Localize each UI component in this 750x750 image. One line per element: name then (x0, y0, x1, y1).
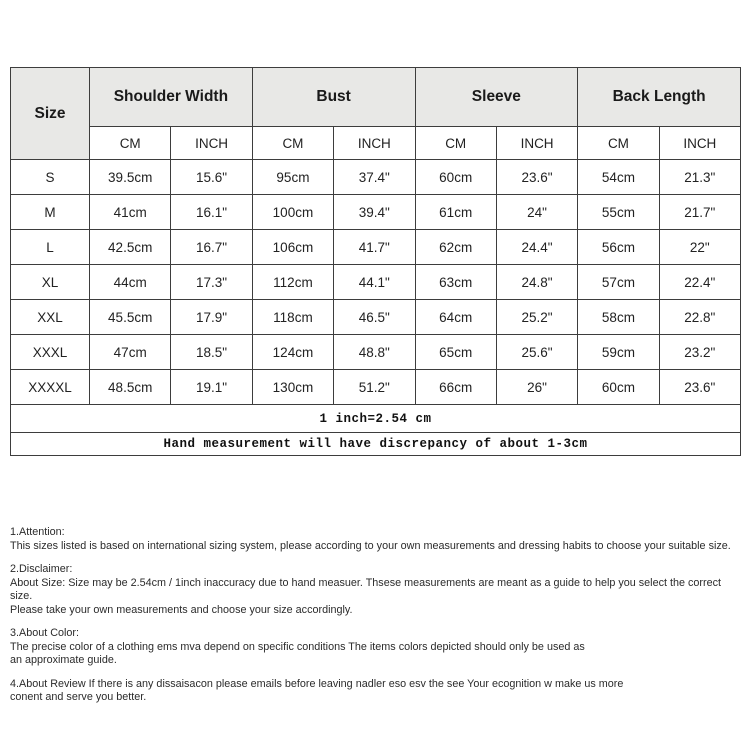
column-group-header: Sleeve (415, 68, 578, 127)
measurement-cell: 25.2" (496, 300, 577, 335)
measurement-cell: 39.4" (334, 195, 415, 230)
column-group-header: Back Length (578, 68, 741, 127)
measurement-cell: 21.7" (659, 195, 740, 230)
table-row (11, 265, 741, 300)
measurement-cell: 55cm (578, 195, 659, 230)
table-row (11, 195, 741, 230)
measurement-cell: 112cm (252, 265, 333, 300)
measurement-cell: 22.8" (659, 300, 740, 335)
footnote-row (11, 433, 741, 456)
group-header-row (11, 68, 741, 127)
units-header-row (11, 127, 741, 160)
measurement-cell: 46.5" (334, 300, 415, 335)
note-title: 3.About Color: (10, 627, 80, 639)
note-line: The precise color of a clothing ems mva depend on specific conditions The items colors depicted should only be used as (10, 640, 585, 653)
footnote-row (11, 405, 741, 433)
measurement-cell: 106cm (252, 230, 333, 265)
measurement-cell: 22.4" (659, 265, 740, 300)
unit-header: CM (415, 127, 496, 160)
measurement-cell: 44cm (90, 265, 171, 300)
measurement-cell: 100cm (252, 195, 333, 230)
unit-header: INCH (659, 127, 740, 160)
table-row (11, 300, 741, 335)
measurement-cell: 37.4" (334, 160, 415, 195)
measurement-cell: 64cm (415, 300, 496, 335)
size-cell: M (11, 195, 90, 230)
measurement-cell: 58cm (578, 300, 659, 335)
unit-header: CM (578, 127, 659, 160)
measurement-cell: 17.9" (171, 300, 252, 335)
measurement-cell: 22" (659, 230, 740, 265)
table-row (11, 335, 741, 370)
measurement-cell: 19.1" (171, 370, 252, 405)
measurement-cell: 95cm (252, 160, 333, 195)
note-title: 1.Attention: (10, 526, 65, 538)
measurement-cell: 25.6" (496, 335, 577, 370)
measurement-cell: 16.7" (171, 230, 252, 265)
column-group-header: Shoulder Width (90, 68, 253, 127)
unit-header: INCH (496, 127, 577, 160)
measurement-cell: 23.2" (659, 335, 740, 370)
size-rows-body (11, 160, 741, 405)
measurement-cell: 48.8" (334, 335, 415, 370)
measurement-cell: 42.5cm (90, 230, 171, 265)
measurement-cell: 15.6" (171, 160, 252, 195)
table-row (11, 370, 741, 405)
measurement-cell: 51.2" (334, 370, 415, 405)
size-cell: XL (11, 265, 90, 300)
measurement-cell: 24.8" (496, 265, 577, 300)
measurement-cell: 45.5cm (90, 300, 171, 335)
unit-header: CM (252, 127, 333, 160)
measurement-cell: 61cm (415, 195, 496, 230)
measurement-cell: 24" (496, 195, 577, 230)
measurement-cell: 41cm (90, 195, 171, 230)
size-cell: S (11, 160, 90, 195)
table-row (11, 230, 741, 265)
footnote-inch-conversion: 1 inch=2.54 cm (11, 405, 741, 433)
size-cell: XXXXL (11, 370, 90, 405)
note-paragraph (10, 563, 744, 617)
size-chart-table (10, 67, 741, 456)
measurement-cell: 16.1" (171, 195, 252, 230)
measurement-cell: 54cm (578, 160, 659, 195)
measurement-cell: 24.4" (496, 230, 577, 265)
note-line: 4.About Review If there is any dissaisacon please emails before leaving nadler eso esv the see Your ecognition w make us more (10, 677, 624, 690)
unit-header: CM (90, 127, 171, 160)
measurement-cell: 60cm (578, 370, 659, 405)
notes-section (10, 526, 744, 715)
note-title: 2.Disclaimer: (10, 563, 73, 575)
measurement-cell: 118cm (252, 300, 333, 335)
note-paragraph (10, 627, 744, 668)
measurement-cell: 63cm (415, 265, 496, 300)
unit-header: INCH (171, 127, 252, 160)
footnotes-body (11, 405, 741, 456)
column-group-header: Bust (252, 68, 415, 127)
measurement-cell: 59cm (578, 335, 659, 370)
measurement-cell: 41.7" (334, 230, 415, 265)
measurement-cell: 47cm (90, 335, 171, 370)
unit-header: INCH (334, 127, 415, 160)
measurement-cell: 23.6" (659, 370, 740, 405)
note-line: Please take your own measurements and choose your size accordingly. (10, 603, 353, 616)
table-row (11, 160, 741, 195)
note-paragraph (10, 526, 744, 553)
note-line: This sizes listed is based on international sizing system, please according to your own measurements and dressing habits to choose your suitable size. (10, 539, 731, 552)
measurement-cell: 60cm (415, 160, 496, 195)
measurement-cell: 130cm (252, 370, 333, 405)
measurement-cell: 56cm (578, 230, 659, 265)
note-paragraph (10, 678, 744, 705)
measurement-cell: 26" (496, 370, 577, 405)
measurement-cell: 39.5cm (90, 160, 171, 195)
measurement-cell: 48.5cm (90, 370, 171, 405)
size-cell: XXL (11, 300, 90, 335)
measurement-cell: 124cm (252, 335, 333, 370)
footnote-hand-measurement: Hand measurement will have discrepancy of about 1-3cm (11, 433, 741, 456)
measurement-cell: 62cm (415, 230, 496, 265)
size-cell: XXXL (11, 335, 90, 370)
table-header (11, 68, 741, 160)
measurement-cell: 65cm (415, 335, 496, 370)
note-line: About Size: Size may be 2.54cm / 1inch inaccuracy due to hand measuer. Thsese measurements are meant as a guide to help you select the correct size. (10, 576, 721, 602)
size-cell: L (11, 230, 90, 265)
note-line: an approximate guide. (10, 654, 117, 666)
measurement-cell: 44.1" (334, 265, 415, 300)
measurement-cell: 66cm (415, 370, 496, 405)
note-line: conent and serve you better. (10, 691, 147, 703)
column-header-size: Size (11, 68, 90, 160)
measurement-cell: 18.5" (171, 335, 252, 370)
measurement-cell: 17.3" (171, 265, 252, 300)
measurement-cell: 23.6" (496, 160, 577, 195)
measurement-cell: 57cm (578, 265, 659, 300)
measurement-cell: 21.3" (659, 160, 740, 195)
